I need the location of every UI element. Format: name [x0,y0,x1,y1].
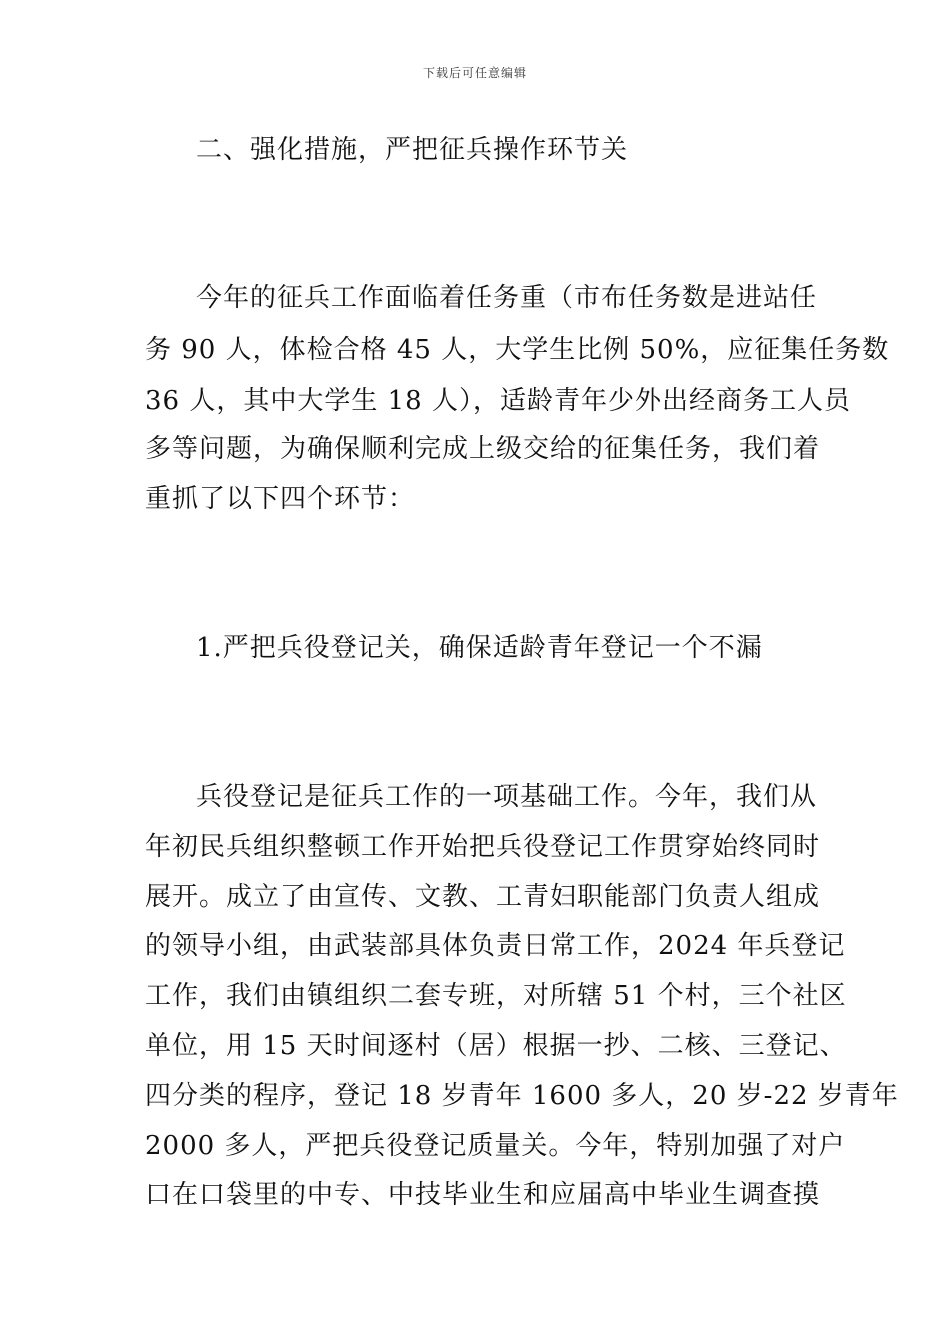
paragraph-line: 2000 多人，严把兵役登记质量关。今年，特别加强了对户 [145,1131,846,1161]
paragraph-line: 今年的征兵工作面临着任务重（市布任务数是进站任 [196,283,818,313]
paragraph-line: 兵役登记是征兵工作的一项基础工作。今年，我们从 [196,782,818,812]
header-note: 下载后可任意编辑 [422,66,527,80]
subheading: 1.严把兵役登记关，确保适龄青年登记一个不漏 [196,633,763,663]
paragraph-line: 务 90 人，体检合格 45 人，大学生比例 50%，应征集任务数 [145,335,890,365]
paragraph-line: 工作，我们由镇组织二套专班，对所辖 51 个村，三个社区 [145,981,847,1011]
paragraph-line: 36 人，其中大学生 18 人），适龄青年少外出经商务工人员 [145,386,851,416]
paragraph-line: 单位，用 15 天时间逐村（居）根据一抄、二核、三登记、 [145,1031,847,1061]
paragraph-line: 口在口袋里的中专、中技毕业生和应届高中毕业生调查摸 [145,1180,821,1210]
paragraph-line: 多等问题，为确保顺利完成上级交给的征集任务，我们着 [145,434,821,464]
paragraph-line: 的领导小组，由武装部具体负责日常工作，2024 年兵登记 [145,931,846,961]
paragraph-line: 展开。成立了由宣传、文教、工青妇职能部门负责人组成 [145,882,821,912]
paragraph-line: 年初民兵组织整顿工作开始把兵役登记工作贯穿始终同时 [145,832,821,862]
paragraph-line: 重抓了以下四个环节： [145,484,416,514]
section-heading: 二、强化措施，严把征兵操作环节关 [196,135,629,165]
paragraph-line: 四分类的程序，登记 18 岁青年 1600 多人，20 岁-22 岁青年 [145,1081,899,1111]
